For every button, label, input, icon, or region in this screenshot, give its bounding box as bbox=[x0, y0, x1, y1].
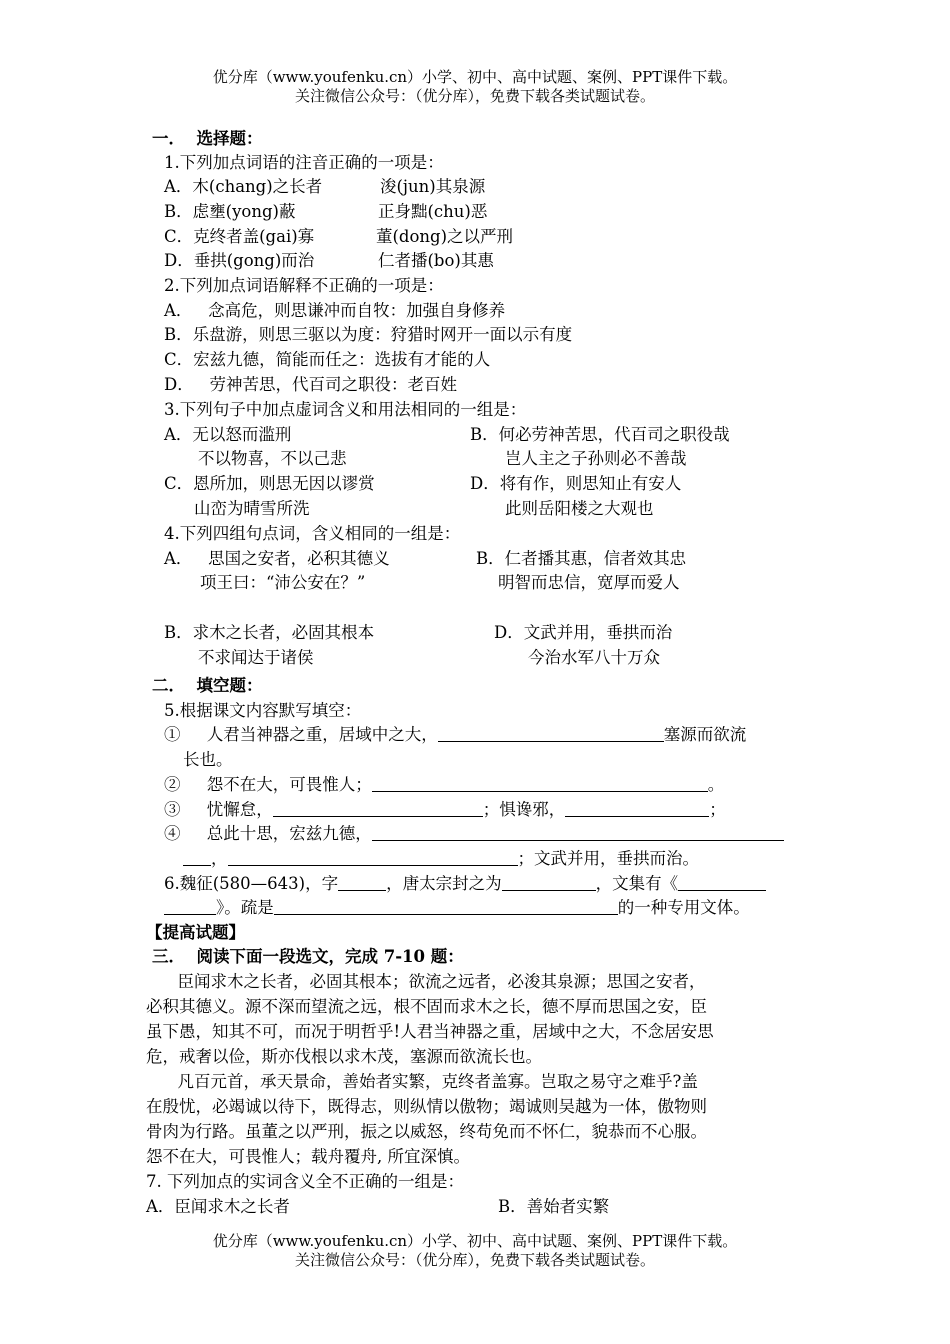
q6-line-1 bbox=[164, 873, 766, 895]
q6-text-b: ，唐太宗封之为 bbox=[386, 874, 502, 893]
q2-option-b: B．乐盘游，则思三驱以为度：狩猎时网开一面以示有度 bbox=[164, 325, 573, 344]
q5-item-3-tail: ； bbox=[709, 800, 726, 819]
q6-blank-genre[interactable] bbox=[274, 898, 618, 915]
q4-option-a-2: 项王曰：“沛公安在？” bbox=[200, 573, 366, 592]
q5-item-2-text: ② 怨不在大，可畏惟人； bbox=[164, 775, 372, 794]
q6-blank-title[interactable] bbox=[502, 874, 596, 891]
q5-item-4 bbox=[164, 823, 784, 845]
q1-option-c-1: C．克终者盖(gai)寡 bbox=[164, 227, 315, 246]
page-header bbox=[0, 68, 950, 106]
q4-option-a-1: A． 思国之安者，必积其德义 bbox=[164, 549, 390, 568]
q7-option-b: B．善始者实繁 bbox=[498, 1197, 610, 1216]
q1-option-d-2: 仁者播(bo)其惠 bbox=[378, 251, 494, 270]
footer-line-1: 优分库（www.youfenku.cn）小学、初中、高中试题、案例、PPT课件下载。 bbox=[212, 1232, 738, 1250]
passage-p1-line-1: 臣闻求木之长者，必固其根本；欲流之远者，必浚其泉源；思国之安者， bbox=[146, 972, 706, 991]
header-line-1: 优分库（www.youfenku.cn）小学、初中、高中试题、案例、PPT课件下载。 bbox=[212, 68, 738, 86]
q3-option-a-1: A．无以怒而滥刑 bbox=[164, 425, 292, 444]
passage-p2-line-1: 凡百元首，承天景命，善始者实繁，克终者盖寡。岂取之易守之难乎?盖 bbox=[146, 1072, 698, 1091]
passage-p1-line-3: 虽下愚，知其不可，而况于明哲乎!人君当神器之重，居域中之大，不念居安思 bbox=[146, 1022, 714, 1041]
q4-option-b-2: 明智而忠信，宽厚而爱人 bbox=[498, 573, 680, 592]
q5-item-4-text: ④ 总此十思，宏兹九德， bbox=[164, 824, 372, 843]
q3-option-d-2: 此则岳阳楼之大观也 bbox=[505, 499, 654, 518]
q7-stem: 7. 下列加点的实词含义全不正确的一组是： bbox=[146, 1172, 464, 1191]
q5-item-4-tail: ；文武并用，垂拱而治。 bbox=[517, 849, 699, 868]
q6-blank-collection-b[interactable] bbox=[164, 898, 216, 915]
q3-option-d-1: D．将有作，则思知止有安人 bbox=[470, 474, 682, 493]
q4-option-d-2: 今治水军八十万众 bbox=[528, 648, 660, 667]
q5-item-1 bbox=[164, 724, 746, 746]
q4-stem: 4.下列四组句点词，含义相同的一组是： bbox=[164, 524, 461, 543]
q5-stem: 5.根据课文内容默写填空： bbox=[164, 701, 362, 720]
q1-option-b-2: 正身黜(chu)恶 bbox=[378, 202, 488, 221]
passage-p2-line-4: 怨不在大，可畏惟人；载舟覆舟, 所宜深慎。 bbox=[146, 1147, 470, 1166]
q1-stem: 1.下列加点词语的注音正确的一项是： bbox=[164, 153, 444, 172]
passage-p2-line-3: 骨肉为行路。虽董之以严刑，振之以威怒，终苟免而不怀仁，貌恭而不心服。 bbox=[146, 1122, 707, 1141]
q6-line-2 bbox=[164, 897, 750, 919]
q4-option-b-1: B．仁者播其惠，信者效其忠 bbox=[476, 549, 687, 568]
q1-option-a-1: A．木(chang)之长者 bbox=[164, 177, 323, 196]
q7-option-a: A．臣闻求木之长者 bbox=[146, 1197, 290, 1216]
q5-blank-4b[interactable] bbox=[183, 849, 211, 866]
q5-blank-4a[interactable] bbox=[372, 824, 784, 841]
q3-option-b-2: 岂人主之子孙则必不善哉 bbox=[505, 449, 687, 468]
q5-item-1-tail: 塞源而欲流 bbox=[663, 725, 747, 744]
q5-blank-1[interactable] bbox=[438, 725, 664, 742]
header-line-2: 关注微信公众号：（优分库），免费下载各类试题试卷。 bbox=[294, 87, 655, 105]
passage-p1-line-4: 危，戒奢以俭，斯亦伐根以求木茂，塞源而欲流长也。 bbox=[146, 1047, 542, 1066]
q3-option-c-2: 山峦为晴雪所洗 bbox=[194, 499, 310, 518]
q5-item-1-cont: 长也。 bbox=[183, 750, 233, 769]
q2-option-c: C．宏兹九德，简能而任之：选拔有才能的人 bbox=[164, 350, 491, 369]
q4-option-c-1: B．求木之长者，必固其根本 bbox=[164, 623, 375, 642]
passage-p1-line-2: 必积其德义。源不深而望流之远，根不固而求木之长，德不厚而思国之安，臣 bbox=[146, 997, 707, 1016]
q5-blank-2[interactable] bbox=[372, 775, 708, 792]
q6-text-e: 的一种专用文体。 bbox=[617, 898, 750, 917]
q2-option-a: A． 念高危，则思谦冲而自牧：加强自身修养 bbox=[164, 301, 506, 320]
section-3-title: 三． 阅读下面一段选文，完成 7-10 题： bbox=[152, 947, 464, 966]
section-2-title: 二． 填空题： bbox=[152, 676, 263, 695]
q2-option-d: D． 劳神苦思，代百司之职役：老百姓 bbox=[164, 375, 457, 394]
q5-item-4-cont bbox=[183, 848, 699, 870]
q5-item-2-tail: 。 bbox=[707, 775, 725, 794]
q3-option-c-1: C．恩所加，则思无因以谬赏 bbox=[164, 474, 375, 493]
q5-blank-3b[interactable] bbox=[565, 800, 709, 817]
footer-line-2: 关注微信公众号：（优分库），免费下载各类试题试卷。 bbox=[294, 1251, 655, 1269]
page-footer bbox=[0, 1232, 950, 1270]
q4-option-c-2: 不求闻达于诸侯 bbox=[198, 648, 314, 667]
section-1-title: 一． 选择题： bbox=[152, 129, 263, 148]
q5-item-3-mid: ；惧谗邪， bbox=[482, 800, 566, 819]
q1-option-a-2: 浚(jun)其泉源 bbox=[380, 177, 486, 196]
q5-blank-4c[interactable] bbox=[228, 849, 518, 866]
passage-p2-line-2: 在殷忧，必竭诚以待下，既得志，则纵情以傲物；竭诚则吴越为一体，傲物则 bbox=[146, 1097, 707, 1116]
q5-blank-3a[interactable] bbox=[273, 800, 483, 817]
q4-option-d-1: D．文武并用，垂拱而治 bbox=[494, 623, 673, 642]
advanced-heading: 【提高试题】 bbox=[146, 923, 245, 942]
q1-option-c-2: 董(dong)之以严刑 bbox=[376, 227, 514, 246]
q6-blank-collection-a[interactable] bbox=[678, 874, 766, 891]
q2-stem: 2.下列加点词语解释不正确的一项是： bbox=[164, 276, 444, 295]
q5-item-3 bbox=[164, 799, 726, 821]
q6-text-d: 》。疏是 bbox=[216, 898, 274, 917]
q6-blank-style-name[interactable] bbox=[338, 874, 386, 891]
q6-text-c: ，文集有《 bbox=[595, 874, 679, 893]
q1-option-b-1: B．虑壅(yong)蔽 bbox=[164, 202, 296, 221]
q1-option-d-1: D．垂拱(gong)而治 bbox=[164, 251, 315, 270]
q5-item-3-text: ③ 忧懈怠， bbox=[164, 800, 273, 819]
q6-text-a: 6.魏征(580—643)，字 bbox=[164, 874, 339, 893]
q3-option-b-1: B．何必劳神苦思，代百司之职役哉 bbox=[470, 425, 730, 444]
q3-stem: 3.下列句子中加点虚词含义和用法相同的一组是： bbox=[164, 400, 527, 419]
q5-item-4-comma: ， bbox=[211, 849, 228, 868]
q5-item-1-text: ① 人君当神器之重，居域中之大， bbox=[164, 725, 438, 744]
q3-option-a-2: 不以物喜，不以己悲 bbox=[198, 449, 347, 468]
q5-item-2 bbox=[164, 774, 724, 796]
